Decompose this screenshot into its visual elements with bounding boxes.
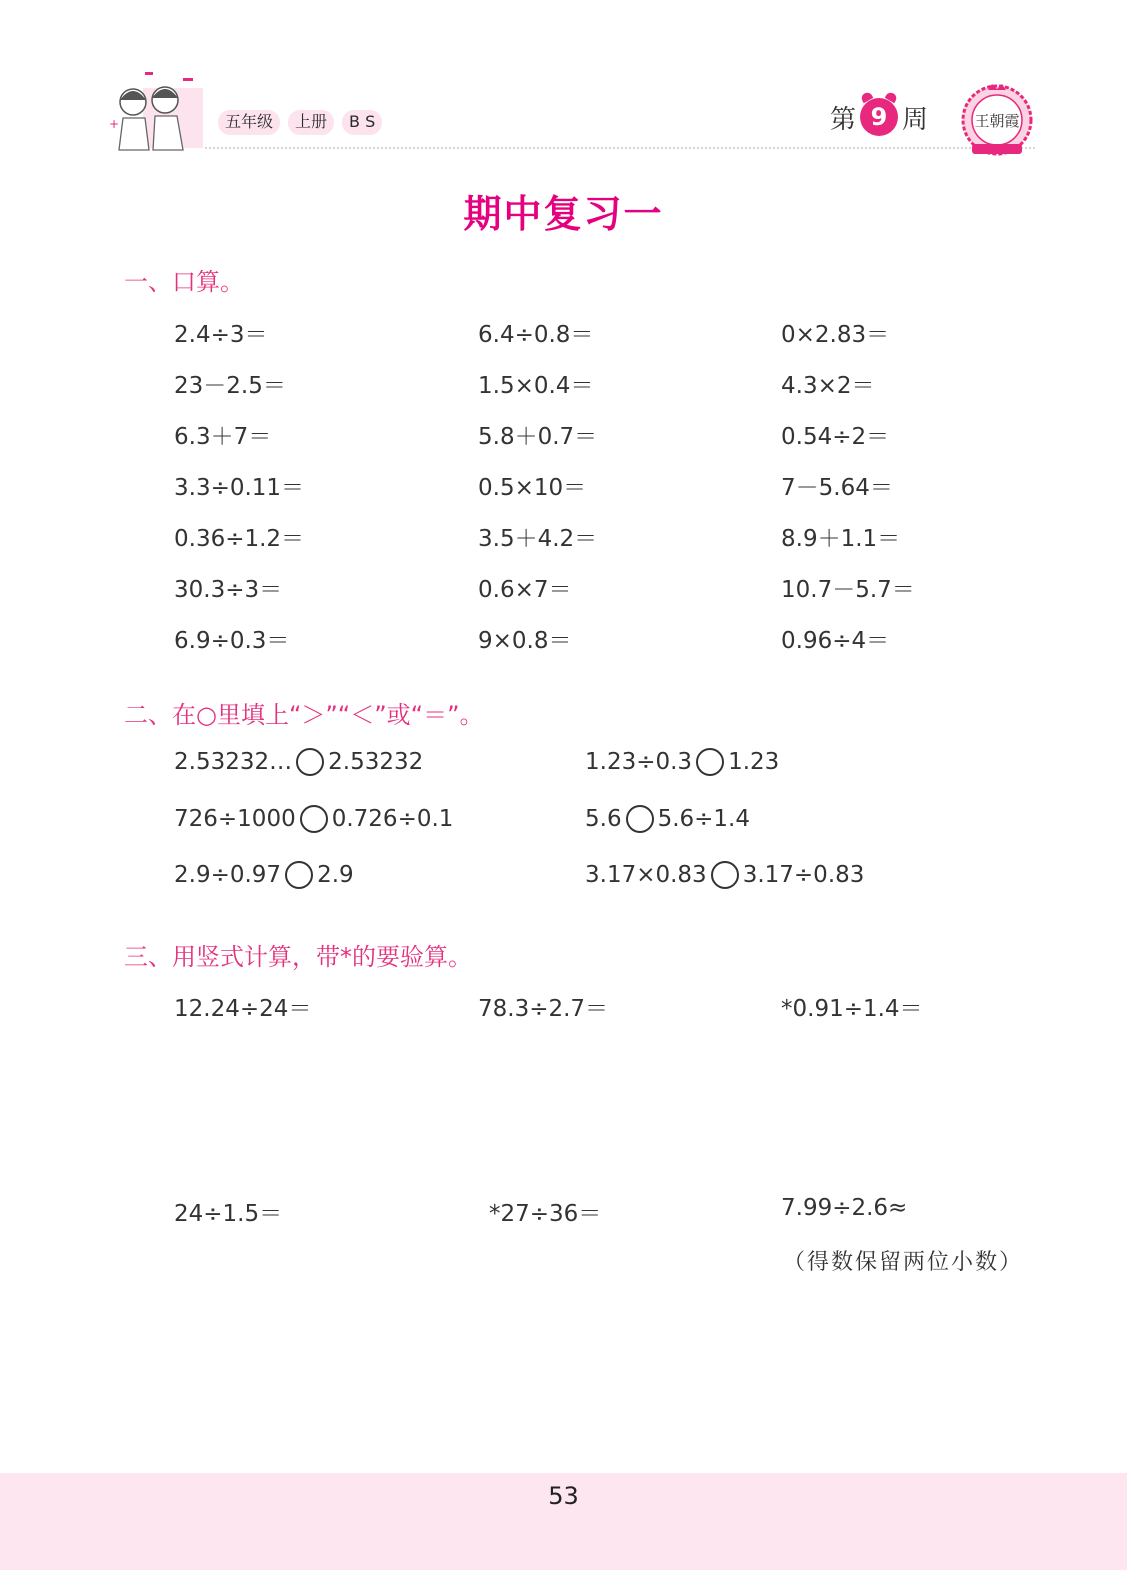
page-number: 53 — [548, 1482, 579, 1510]
oral-problem: 5.8＋0.7＝ — [478, 424, 598, 450]
comparison-item — [585, 861, 864, 889]
answer-circle[interactable] — [285, 861, 313, 889]
comparison-left: 726÷1000 — [174, 806, 296, 832]
oral-problem: 6.9÷0.3＝ — [174, 628, 290, 654]
vertical-calc-problem: 78.3÷2.7＝ — [478, 996, 609, 1022]
week-prefix: 第 — [830, 104, 857, 135]
comparison-right: 2.53232 — [328, 749, 424, 775]
oral-problem: 7－5.64＝ — [781, 475, 893, 501]
week-suffix: 周 — [902, 104, 929, 135]
comparison-right: 5.6÷1.4 — [657, 806, 751, 832]
oral-problem: 0.54÷2＝ — [781, 424, 890, 450]
book-info-tags — [218, 110, 382, 135]
answer-circle[interactable] — [296, 748, 324, 776]
oral-problem: 10.7－5.7＝ — [781, 577, 915, 603]
vertical-calc-problem: *27÷36＝ — [489, 1201, 602, 1227]
oral-problem: 4.3×2＝ — [781, 373, 875, 399]
oral-problem: 6.4÷0.8＝ — [478, 322, 594, 348]
oral-problem: 0.5×10＝ — [478, 475, 587, 501]
oral-problem: 8.9＋1.1＝ — [781, 526, 901, 552]
comparison-left: 2.9÷0.97 — [174, 862, 282, 888]
page-title: 期中复习一 — [463, 192, 664, 236]
children-illustration — [105, 70, 205, 158]
svg-text:+: + — [109, 117, 120, 131]
comparison-left: 3.17×0.83 — [585, 862, 707, 888]
oral-problem: 3.3÷0.11＝ — [174, 475, 305, 501]
vertical-calc-problem: *0.91÷1.4＝ — [781, 996, 923, 1022]
answer-circle[interactable] — [711, 861, 739, 889]
rounding-note: （得数保留两位小数） — [783, 1250, 1024, 1275]
section3-heading: 三、用竖式计算，带*的要验算。 — [124, 943, 472, 971]
answer-circle[interactable] — [696, 748, 724, 776]
section1-heading: 一、口算。 — [124, 268, 244, 296]
comparison-right: 3.17÷0.83 — [742, 862, 865, 888]
vertical-calc-problem: 24÷1.5＝ — [174, 1201, 283, 1227]
svg-text:王朝霞: 王朝霞 — [974, 112, 1020, 130]
oral-problem: 9×0.8＝ — [478, 628, 572, 654]
answer-circle[interactable] — [626, 805, 654, 833]
comparison-right: 1.23 — [728, 749, 780, 775]
oral-problem: 0.36÷1.2＝ — [174, 526, 305, 552]
comparison-item — [174, 748, 423, 776]
oral-problem: 30.3÷3＝ — [174, 577, 283, 603]
vertical-calc-problem: 12.24÷24＝ — [174, 996, 312, 1022]
oral-problem: 1.5×0.4＝ — [478, 373, 594, 399]
vertical-calc-problem: 7.99÷2.6≈ — [781, 1195, 908, 1221]
oral-problem: 0.96÷4＝ — [781, 628, 890, 654]
oral-problem: 23－2.5＝ — [174, 373, 286, 399]
oral-problem: 0.6×7＝ — [478, 577, 572, 603]
comparison-item — [585, 748, 779, 776]
brand-logo — [958, 80, 1036, 160]
comparison-item — [174, 805, 453, 833]
header-divider — [205, 147, 1035, 149]
oral-problem: 0×2.83＝ — [781, 322, 890, 348]
week-number: 9 — [870, 103, 888, 131]
week-label — [830, 98, 928, 136]
grade-tag: 五年级 — [218, 110, 280, 135]
alarm-clock-icon — [860, 98, 898, 136]
oral-problem: 6.3＋7＝ — [174, 424, 272, 450]
volume-tag: 上册 — [288, 110, 334, 135]
comparison-right: 0.726÷0.1 — [331, 806, 454, 832]
comparison-left: 2.53232… — [174, 749, 293, 775]
comparison-right: 2.9 — [317, 862, 354, 888]
comparison-item — [585, 805, 750, 833]
edition-tag: B S — [342, 110, 382, 135]
section2-heading: 二、在○里填上“＞”“＜”或“＝”。 — [124, 701, 484, 729]
comparison-item — [174, 861, 354, 889]
comparison-left: 5.6 — [585, 806, 622, 832]
comparison-left: 1.23÷0.3 — [585, 749, 693, 775]
oral-problem: 3.5＋4.2＝ — [478, 526, 598, 552]
answer-circle[interactable] — [300, 805, 328, 833]
oral-problem: 2.4÷3＝ — [174, 322, 268, 348]
